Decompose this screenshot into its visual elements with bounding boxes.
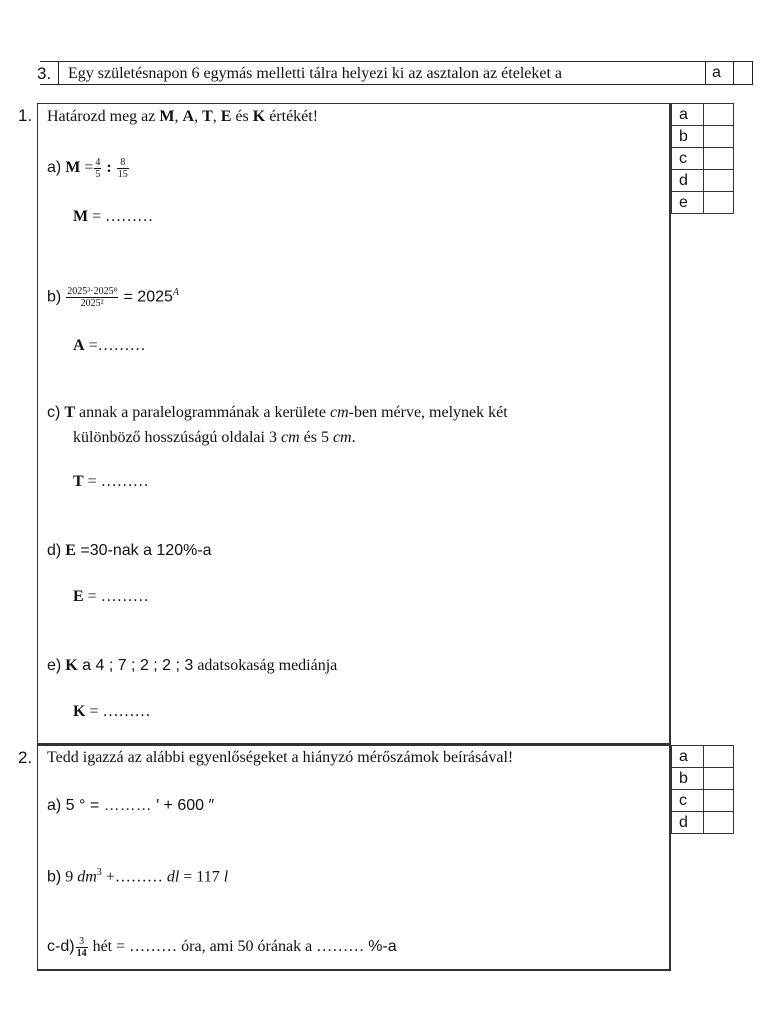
- header-cell-rule-1: [705, 61, 706, 85]
- score-label-d: d: [672, 170, 704, 192]
- score-cell-c[interactable]: [704, 790, 734, 812]
- task1-score-grid: [671, 103, 734, 214]
- header-cell: a: [712, 64, 721, 81]
- task1-d-answer[interactable]: E = ………: [73, 588, 149, 605]
- task1-b-expression: b) $\frac{\text{2025³·2025⁸}}{\text{2025²}}$ = $2025^A$: [47, 286, 179, 310]
- task1-number: 1.: [18, 106, 33, 125]
- task1-c-line2: különböző hosszúságú oldalai 3 cm és 5 cm.: [73, 429, 356, 446]
- score-label-d: d: [672, 812, 704, 834]
- task1-title: Határozd meg az M, A, T, E és K értékét!: [47, 108, 319, 125]
- header-cell-rule-2: [733, 61, 734, 85]
- task1-box: [37, 103, 671, 745]
- score-label-c: c: [672, 790, 704, 812]
- score-cell-a[interactable]: [704, 104, 734, 126]
- fraction-3-14: $\frac{3}{14}$: [76, 935, 87, 959]
- header-cell-rule-3: [752, 61, 753, 85]
- score-cell-d[interactable]: [704, 812, 734, 834]
- score-label-a: a: [672, 746, 704, 768]
- fraction-4-5: $\frac{4}{5}$: [95, 156, 101, 180]
- task2-title: Tedd igazzá az alábbi egyenlőségeket a hiányzó mérőszámok beírásával!: [47, 749, 514, 766]
- task1-b-answer[interactable]: A =………: [73, 337, 146, 354]
- header-left-rule: [58, 61, 59, 85]
- score-cell-b[interactable]: [704, 768, 734, 790]
- score-label-b: b: [672, 126, 704, 148]
- task2-a-expression: a) 5 ° = ……… ′ + 600 ″: [47, 797, 215, 814]
- score-cell-d[interactable]: [704, 170, 734, 192]
- task2-score-grid: [671, 745, 734, 834]
- task1-d-expression: d) E =30-nak a 120%-a: [47, 542, 212, 559]
- header-text: Egy születésnapon 6 egymás melletti tálra helyezi ki az asztalon az ételeket a: [68, 65, 563, 82]
- task1-e-answer[interactable]: K = ………: [73, 703, 151, 720]
- score-label-b: b: [672, 768, 704, 790]
- score-cell-b[interactable]: [704, 126, 734, 148]
- task2-cd-expression: c-d) $\frac{3}{14}$ hét = ……… óra, ami 50 órának a ……… %-a: [47, 935, 397, 959]
- task2-b-expression: b) 9 $dm^3$ +……… dl = 117 l: [47, 867, 229, 886]
- score-label-c: c: [672, 148, 704, 170]
- score-cell-a[interactable]: [704, 746, 734, 768]
- task1-c-line1: c) T annak a paralelogrammának a kerülete cm-ben mérve, melynek két: [47, 404, 508, 421]
- task2-number: 2.: [18, 748, 33, 767]
- header-top-rule: [40, 61, 752, 62]
- task1-e-expression: e) K a 4 ; 7 ; 2 ; 2 ; 3 adatsokaság mediánja: [47, 657, 338, 674]
- header-bottom-rule: [40, 84, 752, 85]
- task1-c-answer[interactable]: T = ………: [73, 473, 149, 490]
- task1-a-answer[interactable]: M = ………: [73, 208, 154, 225]
- score-label-a: a: [672, 104, 704, 126]
- fraction-powers: $\frac{\text{2025³·2025⁸}}{\text{2025²}}$: [67, 286, 118, 310]
- fraction-8-15: $\frac{8}{15}$: [117, 156, 128, 180]
- score-cell-c[interactable]: [704, 148, 734, 170]
- score-cell-e[interactable]: [704, 192, 734, 214]
- score-label-e: e: [672, 192, 704, 214]
- header-number: 3.: [37, 64, 52, 83]
- task1-a-expression: a) M = $\frac{4}{5}$ : $\frac{8}{15}$: [47, 156, 128, 180]
